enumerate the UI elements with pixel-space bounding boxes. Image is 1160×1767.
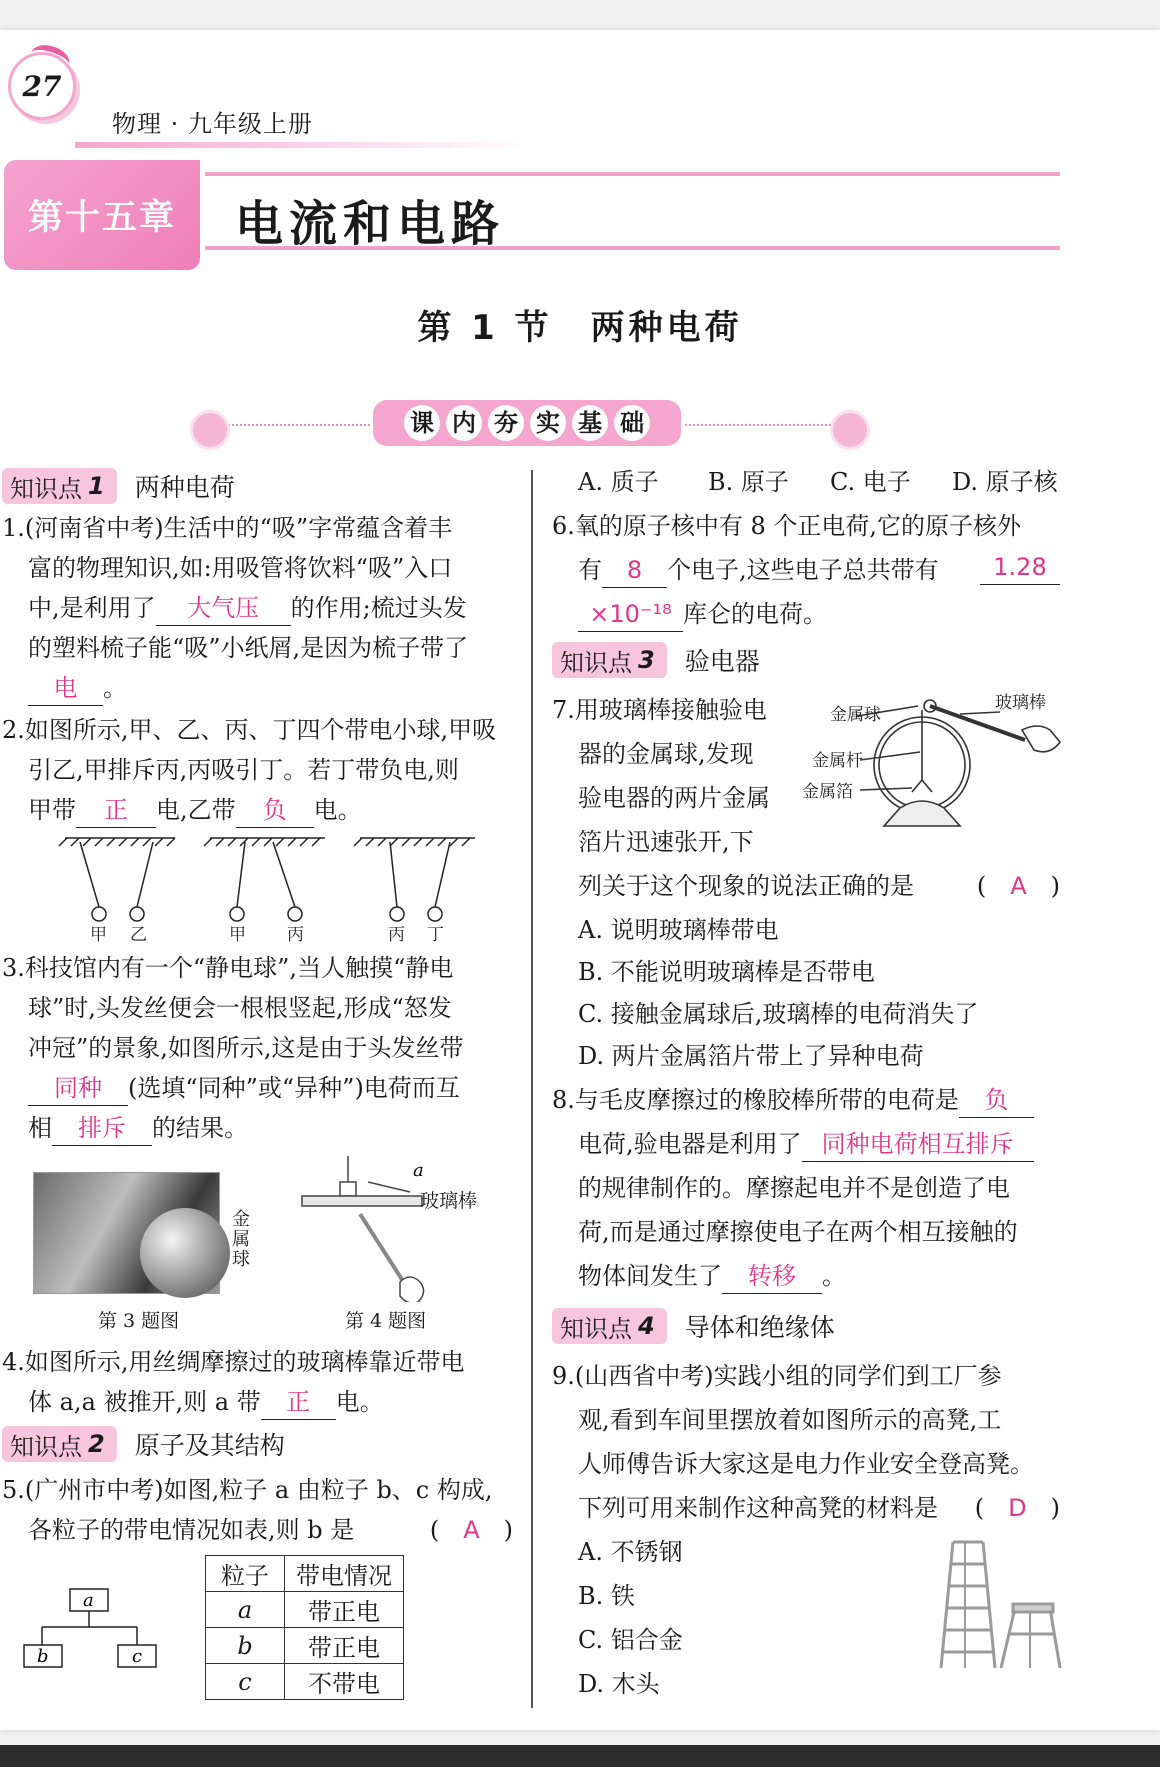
- column-divider: [531, 470, 533, 1708]
- kp-label: 知识点: [10, 474, 82, 503]
- q6-answer-2: 1.28: [980, 550, 1060, 585]
- q1-answer-2: 电: [28, 671, 103, 706]
- q1-line3: [28, 588, 467, 628]
- banner-char: 实: [530, 405, 566, 441]
- electroscope-label: 金属球: [830, 705, 881, 725]
- q4-text: 电。: [335, 1388, 384, 1416]
- ball-label: 丙: [388, 925, 405, 942]
- q1-answer-1: 大气压: [156, 591, 291, 626]
- q7-answer-bracket: ( A ): [976, 872, 1060, 900]
- q8-line5: [578, 1256, 846, 1296]
- q7-option-b: B. 不能说明玻璃棒是否带电: [578, 958, 875, 986]
- particle-table: [205, 1555, 404, 1700]
- q1-line4: 的塑料梳子能“吸”小纸屑,是因为梳子带了: [28, 634, 469, 662]
- banner-char: 课: [404, 405, 440, 441]
- q8-line2: [578, 1124, 1034, 1164]
- q6-text: 库仑的电荷。: [683, 600, 827, 628]
- q5-tree-figure: [22, 1585, 162, 1675]
- q6-line1: 6.氧的原子核中有 8 个正电荷,它的原子核外: [552, 512, 1022, 540]
- q1-text: 的作用;梳过头发: [290, 594, 467, 622]
- q3-line5: [28, 1108, 248, 1148]
- electroscope-label: 金属杆: [812, 751, 863, 771]
- q4-line2: [28, 1382, 384, 1422]
- table-row: [206, 1628, 404, 1664]
- table-header: 带电情况: [285, 1556, 404, 1592]
- table-header-row: [206, 1556, 404, 1592]
- table-cell: a: [206, 1592, 285, 1628]
- book-title: 物理 · 九年级上册: [112, 110, 313, 138]
- q7-line4: 箔片迅速张开,下: [578, 828, 754, 856]
- q2-answer-2: 负: [236, 793, 314, 828]
- header-line: [75, 142, 535, 148]
- kp-number: 2: [88, 1430, 105, 1458]
- q3-line3: 冲冠”的景象,如图所示,这是由于头发丝带: [28, 1034, 464, 1062]
- ball-label: 丙: [287, 925, 304, 942]
- q4-rod-label: 玻璃棒: [420, 1190, 478, 1212]
- q5-option-c: C. 电子: [830, 468, 911, 496]
- section-banner: [190, 400, 880, 450]
- q3-answer-2: 排斥: [52, 1111, 152, 1146]
- q2-pendulum-figure: [55, 832, 485, 942]
- electroscope-label: 金属箔: [802, 782, 853, 802]
- knowledge-point-1: [2, 468, 235, 504]
- table-row: [206, 1664, 404, 1700]
- q4-a-label: a: [413, 1160, 424, 1181]
- q5-line1: 5.(广州市中考)如图,粒子 a 由粒子 b、c 构成,: [2, 1476, 493, 1504]
- q5-text: 各粒子的带电情况如表,则 b 是: [28, 1516, 355, 1544]
- q1-text: 中,是利用了: [28, 594, 156, 622]
- banner-arrow-right-icon: [830, 410, 870, 450]
- banner-label: [373, 400, 681, 446]
- q6-answer-3: ×10⁻¹⁸: [578, 597, 683, 632]
- kp-label: 知识点: [560, 1314, 632, 1343]
- banner-char: 础: [614, 405, 650, 441]
- ball-label: 乙: [130, 925, 147, 942]
- q5-line2: [28, 1510, 513, 1550]
- q2-answer-1: 正: [76, 793, 156, 828]
- q9-line1: 9.(山西省中考)实践小组的同学们到工厂参: [552, 1362, 1002, 1390]
- q5-answer: A: [463, 1516, 480, 1544]
- table-cell: c: [206, 1664, 285, 1700]
- knowledge-point-3: [552, 642, 760, 678]
- q1-line1: 1.(河南省中考)生活中的“吸”字常蕴含着丰: [2, 514, 453, 542]
- q4-text: 体 a,a 被推开,则 a 带: [28, 1388, 261, 1416]
- banner-dots-left: [220, 424, 370, 426]
- banner-char: 夯: [488, 405, 524, 441]
- q7-line5: [578, 866, 1060, 906]
- q9-line3: 人师傅告诉大家这是电力作业安全登高凳。: [578, 1450, 1034, 1478]
- q3-line2: 球”时,头发丝便会一根根竖起,形成“怒发: [28, 994, 452, 1022]
- q9-answer: D: [1008, 1494, 1027, 1522]
- table-header: 粒子: [206, 1556, 285, 1592]
- ball-label: 甲: [90, 925, 107, 942]
- q8-text: 。: [822, 1262, 846, 1290]
- q6-text: 个电子,这些电子总共带有: [667, 556, 939, 584]
- q2-text: 电,乙带: [156, 796, 236, 824]
- q3-text: 的结果。: [152, 1114, 248, 1142]
- tree-node: c: [132, 1646, 143, 1667]
- q7-text: 列关于这个现象的说法正确的是: [578, 872, 914, 900]
- banner-dots-right: [685, 424, 835, 426]
- kp-name: 验电器: [684, 647, 760, 676]
- q8-answer-1: 负: [959, 1083, 1034, 1118]
- bottom-bar: [0, 1745, 1160, 1767]
- banner-arrow-left-icon: [190, 410, 230, 450]
- q4-answer-1: 正: [261, 1385, 336, 1420]
- q8-answer-2: 同种电荷相互排斥: [802, 1127, 1034, 1162]
- q3-caption: 第 3 题图: [98, 1310, 180, 1332]
- q3-text: 相: [28, 1114, 52, 1142]
- q4-line1: 4.如图所示,用丝绸摩擦过的玻璃棒靠近带电: [2, 1348, 465, 1376]
- q9-option-d: D. 木头: [578, 1670, 660, 1698]
- q7-line2: 器的金属球,发现: [578, 740, 754, 768]
- chapter-tag: 第十五章: [4, 160, 200, 270]
- q6-text: 有: [578, 556, 602, 584]
- q1-text: 。: [103, 674, 127, 702]
- q6-answer-1: 8: [602, 553, 667, 588]
- kp-name: 导体和绝缘体: [684, 1313, 835, 1342]
- q3-answer-1: 同种: [28, 1071, 128, 1106]
- q9-text: 下列可用来制作这种高凳的材料是: [578, 1494, 938, 1522]
- q9-line2: 观,看到车间里摆放着如图所示的高凳,工: [578, 1406, 1002, 1434]
- knowledge-point-tag: [552, 642, 667, 678]
- electroscope-label: 玻璃棒: [995, 693, 1046, 713]
- section-title: 第 1 节 两种电荷: [417, 308, 743, 348]
- ball-label: 丁: [427, 925, 444, 942]
- q2-line2: 引乙,甲排斥丙,丙吸引丁。若丁带负电,则: [28, 756, 459, 784]
- q9-answer-bracket: ( D ): [974, 1494, 1060, 1522]
- kp-name: 原子及其结构: [134, 1431, 285, 1460]
- q9-line4: [578, 1488, 1060, 1528]
- q7-answer: A: [1010, 872, 1027, 900]
- q4-figure: [298, 1152, 498, 1302]
- q2-line1: 2.如图所示,甲、乙、丙、丁四个带电小球,甲吸: [2, 716, 497, 744]
- q8-answer-3: 转移: [722, 1259, 822, 1294]
- q8-line4: 荷,而是通过摩擦使电子在两个相互接触的: [578, 1218, 1018, 1246]
- q2-line3: [28, 790, 362, 830]
- q8-text: 8.与毛皮摩擦过的橡胶棒所带的电荷是: [552, 1086, 959, 1114]
- q3-line1: 3.科技馆内有一个“静电球”,当人触摸“静电: [2, 954, 454, 982]
- kp-number: 1: [88, 472, 105, 500]
- q1-line2: 富的物理知识,如:用吸管将饮料“吸”入口: [28, 554, 453, 582]
- q8-text: 电荷,验电器是利用了: [578, 1130, 802, 1158]
- q3-line4: [28, 1068, 460, 1108]
- knowledge-point-tag: [552, 1308, 667, 1344]
- table-cell: 不带电: [285, 1664, 404, 1700]
- tree-node: b: [37, 1646, 49, 1667]
- kp-name: 两种电荷: [134, 473, 235, 502]
- knowledge-point-4: [552, 1308, 835, 1344]
- q5-answer-bracket: ( A ): [429, 1516, 513, 1544]
- q3-text: (选填“同种”或“异种”)电荷而互: [128, 1074, 460, 1102]
- static-sphere: [140, 1208, 230, 1298]
- q8-line3: 的规律制作的。摩擦起电并不是创造了电: [578, 1174, 1010, 1202]
- kp-label: 知识点: [10, 1432, 82, 1461]
- page-number: 27: [8, 52, 76, 120]
- q8-line1: [552, 1080, 1034, 1120]
- chapter-line-top: [205, 172, 1060, 176]
- q9-option-b: B. 铁: [578, 1582, 635, 1610]
- tree-node: a: [83, 1590, 94, 1611]
- q7-option-c: C. 接触金属球后,玻璃棒的电荷消失了: [578, 1000, 979, 1028]
- banner-char: 基: [572, 405, 608, 441]
- q8-text: 物体间发生了: [578, 1262, 722, 1290]
- chapter-title: 电流和电路: [235, 196, 506, 252]
- knowledge-point-2: [2, 1426, 285, 1462]
- q5-option-d: D. 原子核: [952, 468, 1058, 496]
- q9-option-c: C. 铝合金: [578, 1626, 683, 1654]
- electroscope-figure: [800, 690, 1065, 830]
- q7-line1: 7.用玻璃棒接触验电: [552, 696, 767, 724]
- knowledge-point-tag: [2, 1426, 117, 1462]
- q6-line2: [578, 550, 1060, 590]
- q2-text: 电。: [313, 796, 362, 824]
- q7-option-d: D. 两片金属箔片带上了异种电荷: [578, 1042, 924, 1070]
- ladder-figure: [935, 1538, 1065, 1673]
- kp-number: 3: [638, 646, 655, 674]
- q3-sphere-label: 金属球: [232, 1209, 250, 1270]
- q7-option-a: A. 说明玻璃棒带电: [578, 916, 779, 944]
- q5-option-b: B. 原子: [708, 468, 789, 496]
- kp-label: 知识点: [560, 648, 632, 677]
- q1-line5: [28, 668, 127, 708]
- q4-caption: 第 4 题图: [345, 1310, 427, 1332]
- knowledge-point-tag: [2, 468, 117, 504]
- q6-line3: [578, 594, 827, 634]
- table-cell: 带正电: [285, 1592, 404, 1628]
- q2-text: 甲带: [28, 796, 76, 824]
- q7-line3: 验电器的两片金属: [578, 784, 770, 812]
- table-row: [206, 1592, 404, 1628]
- q5-option-a: A. 质子: [578, 468, 659, 496]
- table-cell: 带正电: [285, 1628, 404, 1664]
- banner-char: 内: [446, 405, 482, 441]
- ball-label: 甲: [229, 925, 246, 942]
- q9-option-a: A. 不锈钢: [578, 1538, 683, 1566]
- kp-number: 4: [638, 1312, 655, 1340]
- table-cell: b: [206, 1628, 285, 1664]
